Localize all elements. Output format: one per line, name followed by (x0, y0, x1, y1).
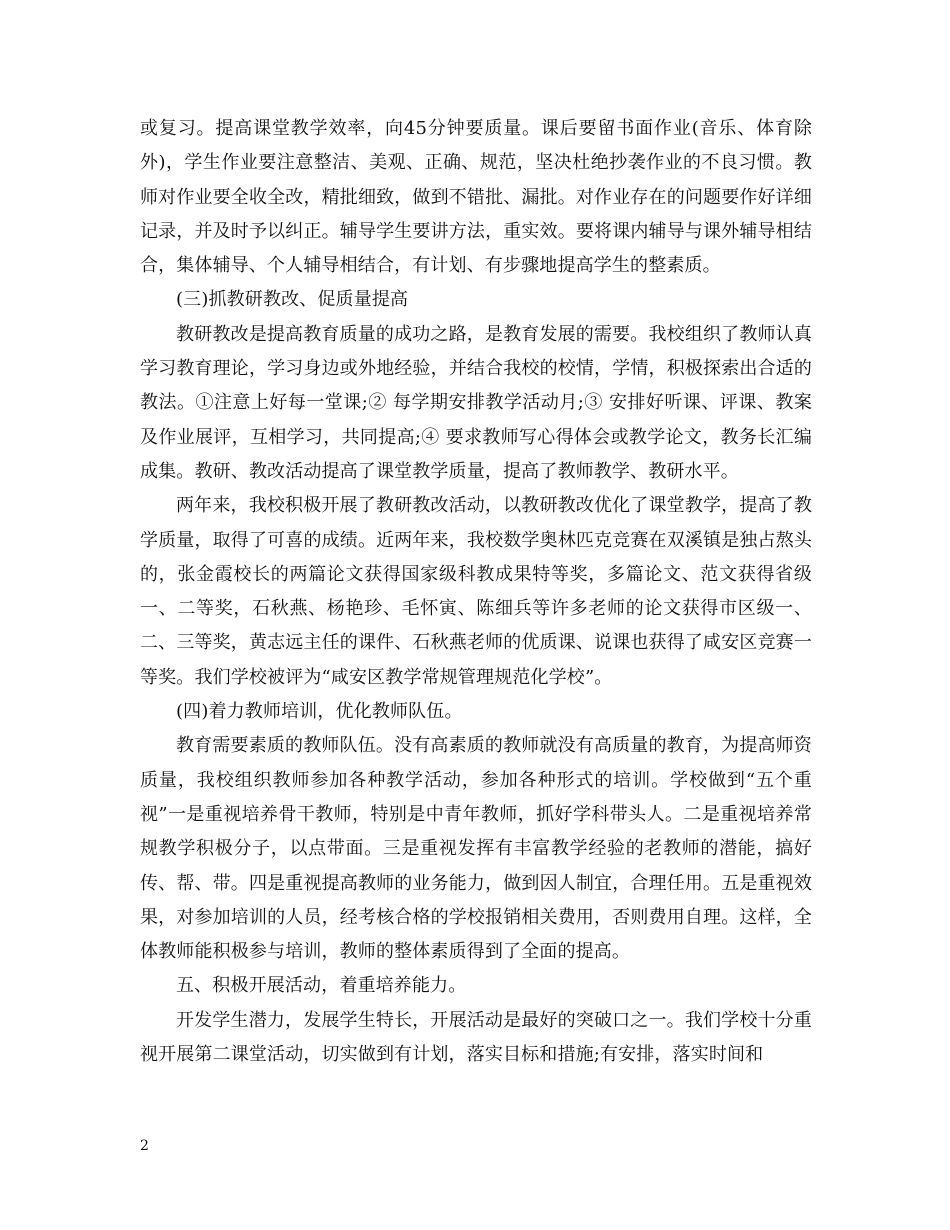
paragraph-teacher-training: 教育需要素质的教师队伍。没有高素质的教师就没有高质量的教育，为提高师资质量，我校组织教师参加各种教学活动，参加各种形式的培训。学校做到“五个重视”一是重视培养骨干教师，特别是中青年教师，抓好学科带头人。二是重视培养常规教学积极分子，以点带面。三是重视发挥有丰富教学经验的老教师的潜能，搞好传、帮、带。四是重视提高教师的业务能力，做到因人制宜，合理任用。五是重视效果，对参加培训的人员，经考核合格的学校报销相关费用，否则费用自理。这样，全体教师能积极参与培训，教师的整体素质得到了全面的提高。 (140, 735, 812, 963)
page-number: 2 (140, 1138, 149, 1154)
heading-activities: 五、积极开展活动，着重培养能力。 (176, 975, 467, 997)
heading-teacher-training: (四)着力教师培训，优化教师队伍。 (176, 701, 463, 723)
heading-teaching-research: (三)抓教研教改、促质量提高 (176, 289, 409, 311)
paragraph-homework: 或复习。提高课堂教学效率，向45分钟要质量。课后要留书面作业(音乐、体育除外)，学生作业要注意整洁、美观、正确、规范，坚决杜绝抄袭作业的不良习惯。教师对作业要全收全改，精批细致，做到不错批、漏批。对作业存在的问题要作好详细记录，并及时予以纠正。辅导学生要讲方法，重实效。要将课内辅导与课外辅导相结合，集体辅导、个人辅导相结合，有计划、有步骤地提高学生的整素质。 (140, 118, 812, 277)
paragraph-teaching-research: 教研教改是提高教育质量的成功之路，是教育发展的需要。我校组织了教师认真学习教育理论，学习身边或外地经验，并结合我校的校情，学情，积极探索出合适的教法。①注意上好每一堂课;② 每学期安排教学活动月;③ 安排好听课、评课、教案及作业展评，互相学习，共同提高;④ 要求教师写心得体会或教学论文，教务长汇编成集。教研、教改活动提高了课堂教学质量，提高了教师教学、教研水平。 (140, 323, 812, 482)
paragraph-achievements: 两年来，我校积极开展了教研教改活动，以教研教改优化了课堂教学，提高了教学质量，取得了可喜的成绩。近两年来，我校数学奥林匹克竞赛在双溪镇是独占熬头的，张金霞校长的两篇论文获得国家级科教成果特等奖，多篇论文、范文获得省级一、二等奖，石秋燕、杨艳珍、毛怀寅、陈细兵等许多老师的论文获得市区级一、二、三等奖，黄志远主任的课件、石秋燕老师的优质课、说课也获得了咸安区竞赛一等奖。我们学校被评为“咸安区教学常规管理规范化学校”。 (140, 495, 812, 688)
paragraph-activities: 开发学生潜力，发展学生特长，开展活动是最好的突破口之一。我们学校十分重视开展第二课堂活动，切实做到有计划，落实目标和措施;有安排，落实时间和 (140, 1009, 812, 1066)
document-body (140, 112, 812, 1072)
